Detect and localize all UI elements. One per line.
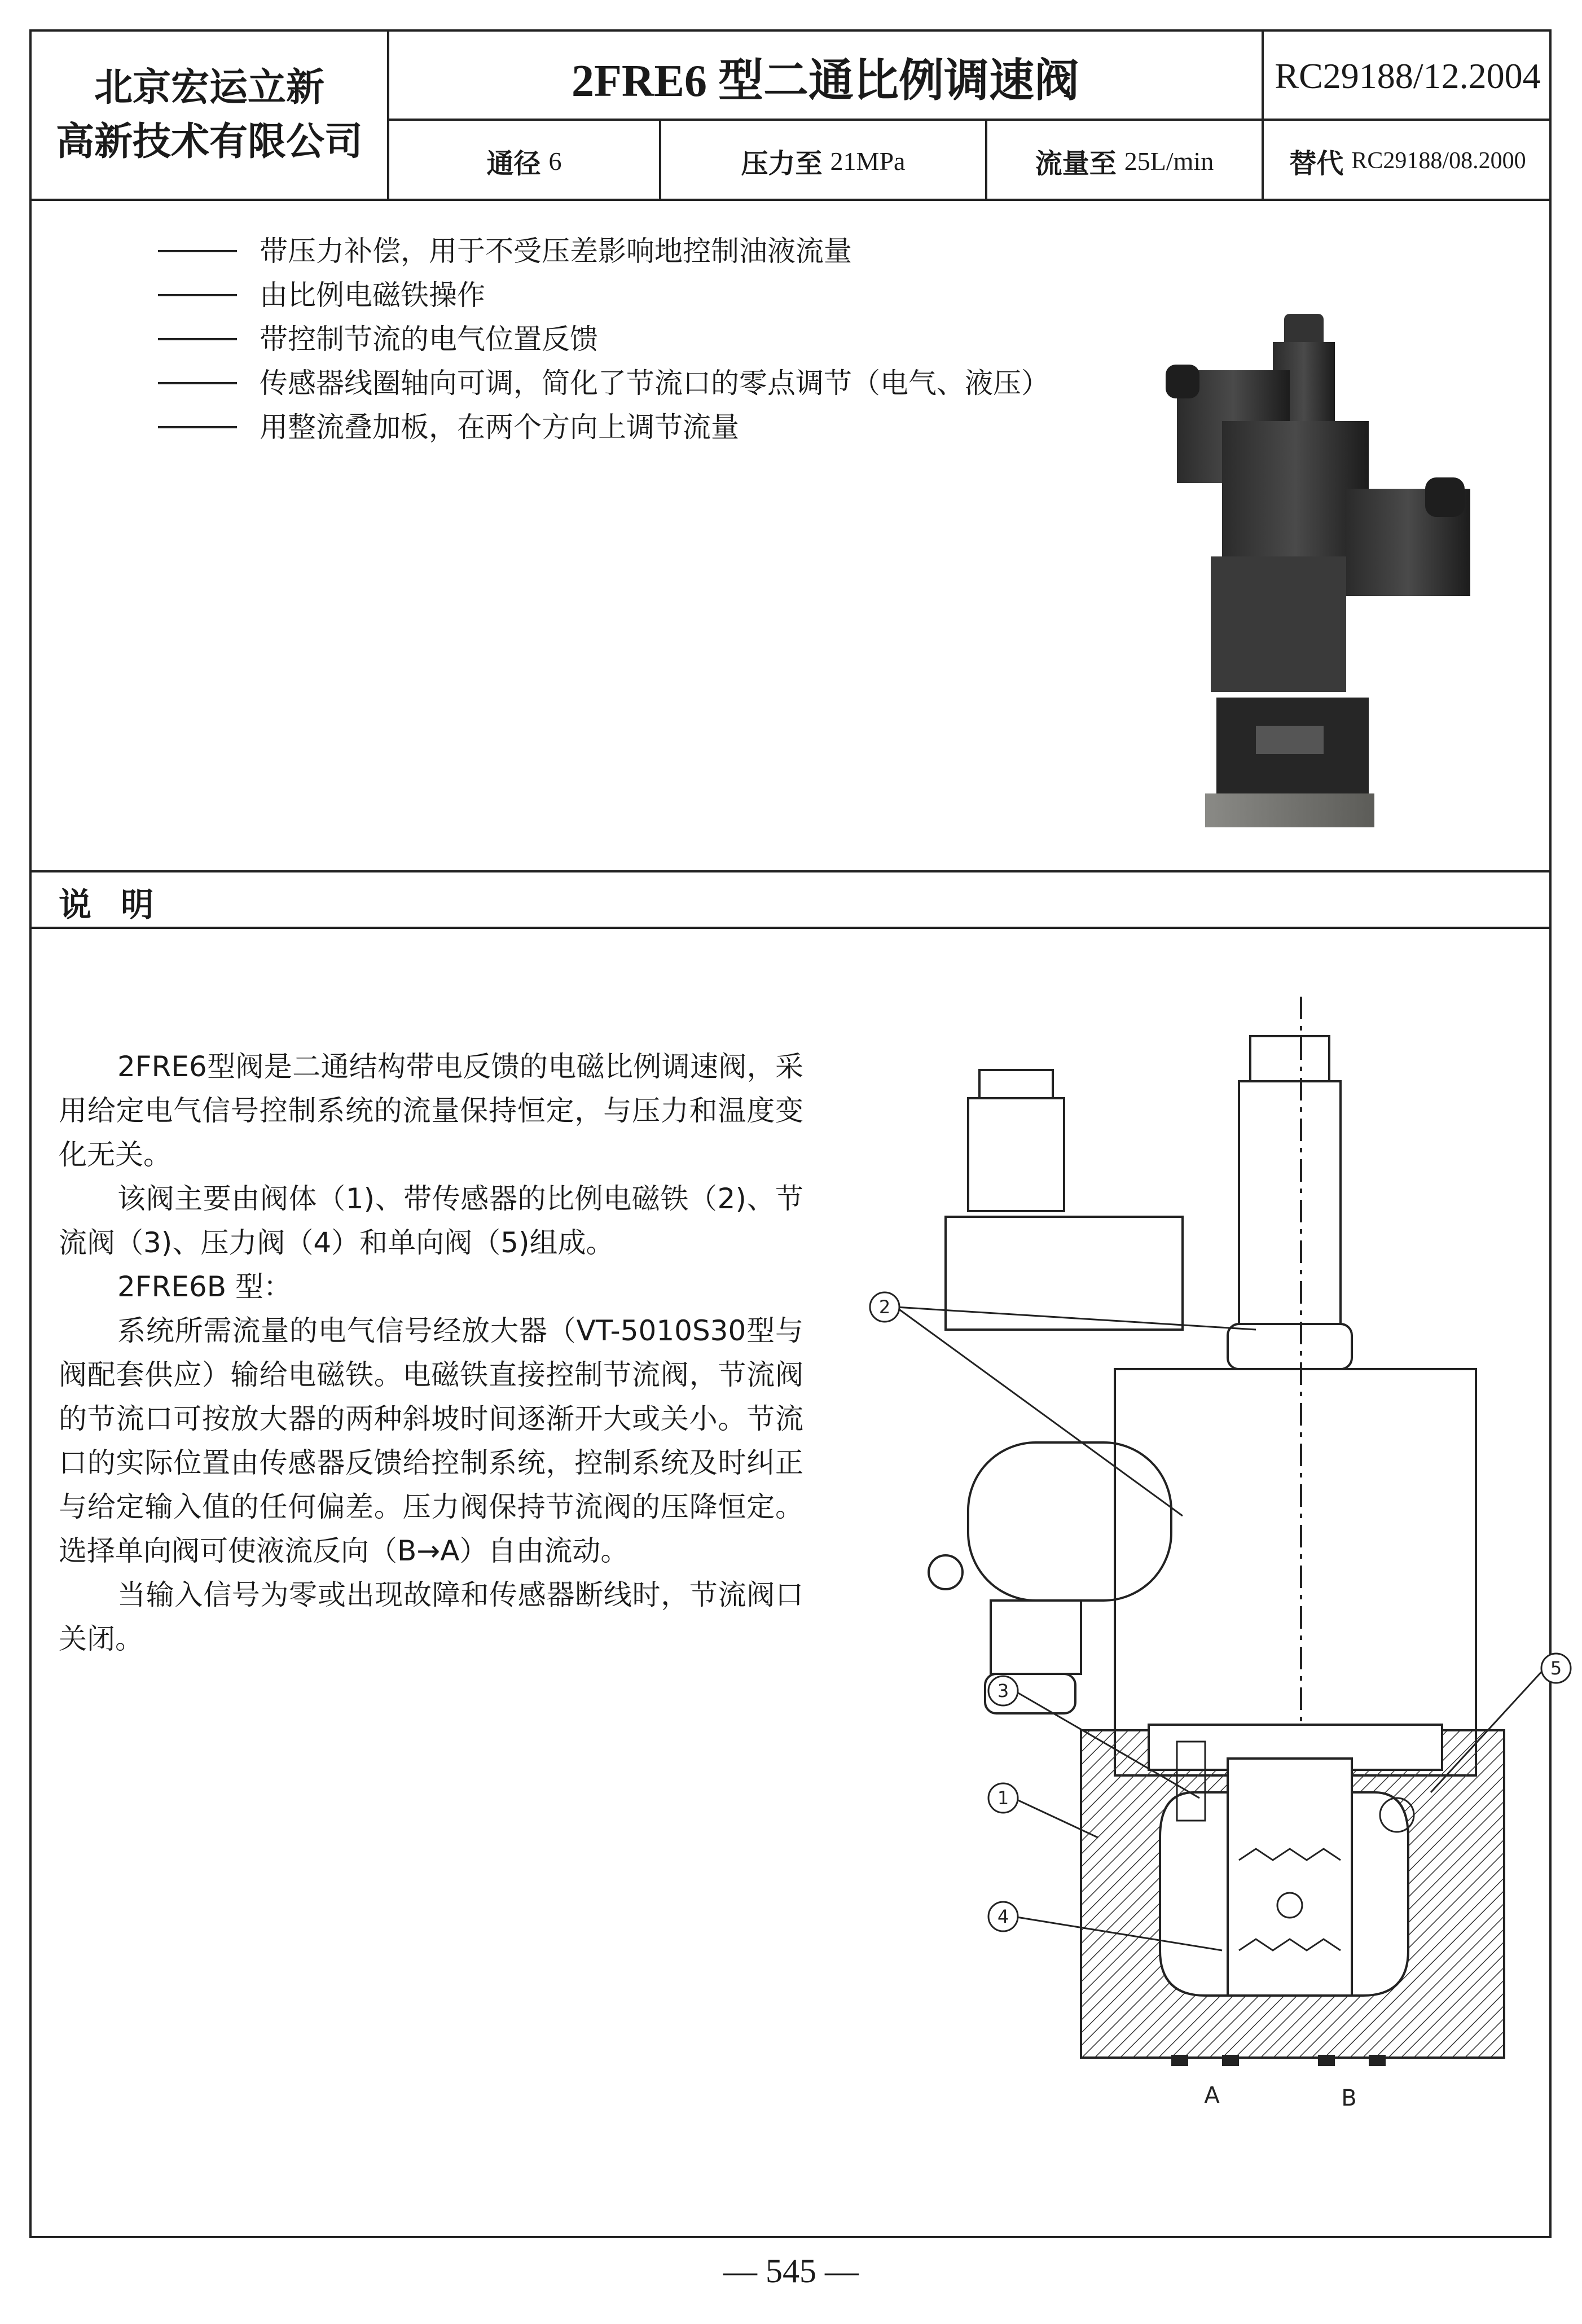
description [59,1045,803,1661]
spec-pressure-value: 21MPa [830,146,906,176]
callout-2: 2 [878,1296,891,1318]
spec-replaces [1264,123,1552,199]
spec-flow [987,123,1262,199]
page-number: — 545 — [723,2252,859,2290]
description-paragraph: 2FRE6型阀是二通结构带电反馈的电磁比例调速阀，采用给定电气信号控制系统的流量保持恒定，与压力和温度变化无关。 [59,1050,803,1171]
description-paragraph: 该阀主要由阀体（1)、带传感器的比例电磁铁（2)、节流阀（3)、压力阀（4）和单向阀（5)组成。 [59,1182,803,1259]
spec-pressure [661,123,985,199]
feature-list [158,229,1049,449]
callout-1: 1 [997,1787,1009,1809]
spec-size [389,123,659,199]
company-name [32,32,387,199]
spec-size-value: 6 [548,146,562,176]
dash-icon [158,250,237,252]
section-title: 说 明 [59,885,163,924]
feature-item: 用整流叠加板，在两个方向上调节流量 [158,405,1049,449]
company-line-2: 高新技术有限公司 [55,120,363,164]
dash-icon [158,294,237,296]
description-paragraph: 2FRE6B 型： [117,1270,292,1303]
page-frame [29,29,1562,2238]
feature-item: 带压力补偿，用于不受压差影响地控制油液流量 [158,229,1049,273]
dash-icon [158,382,237,384]
port-b-label: B [1341,2085,1357,2111]
callout-3: 3 [997,1680,1009,1702]
spec-flow-value: 25L/min [1124,146,1214,176]
valve-photo [1154,308,1527,833]
spec-replaces-value: RC29188/08.2000 [1351,148,1526,174]
header-divider-2 [32,199,1549,201]
valve-section-drawing [833,991,1577,2233]
section-band-top [32,870,1549,872]
description-paragraph: 当输入信号为零或出现故障和传感器断线时，节流阀口关闭。 [59,1578,803,1655]
feature-item: 传感器线圈轴向可调，简化了节流口的零点调节（电气、液压） [158,361,1049,405]
dash-icon [158,426,237,428]
spec-pressure-label: 压力至 [741,147,823,179]
spec-size-label: 通径 [486,147,541,179]
document-title: 2FRE6 型二通比例调速阀 [572,56,1079,106]
company-line-1: 北京宏运立新 [94,65,324,110]
description-paragraph: 系统所需流量的电气信号经放大器（VT-5010S30型与阀配套供应）输给电磁铁。电磁铁直接控制节流阀，节流阀的节流口可按放大器的两种斜坡时间逐渐开大或关小。节流口的实际位置由传感器反馈给控制系统，控制系统及时纠正与给定输入值的任何偏差。压力阀保持节流阀的压降恒定。选择单向阀可使液流反向（B→A）自由流动。 [59,1314,803,1567]
callout-4: 4 [997,1906,1009,1927]
callout-5: 5 [1550,1658,1562,1679]
document-code: RC29188/12.2004 [1275,56,1541,96]
feature-item: 带控制节流的电气位置反馈 [158,317,1049,361]
section-band-bottom [32,927,1549,929]
feature-item: 由比例电磁铁操作 [158,273,1049,317]
spec-flow-label: 流量至 [1035,147,1117,179]
dash-icon [158,338,237,340]
port-a-label: A [1204,2082,1220,2108]
spec-replaces-label: 替代 [1289,147,1344,179]
